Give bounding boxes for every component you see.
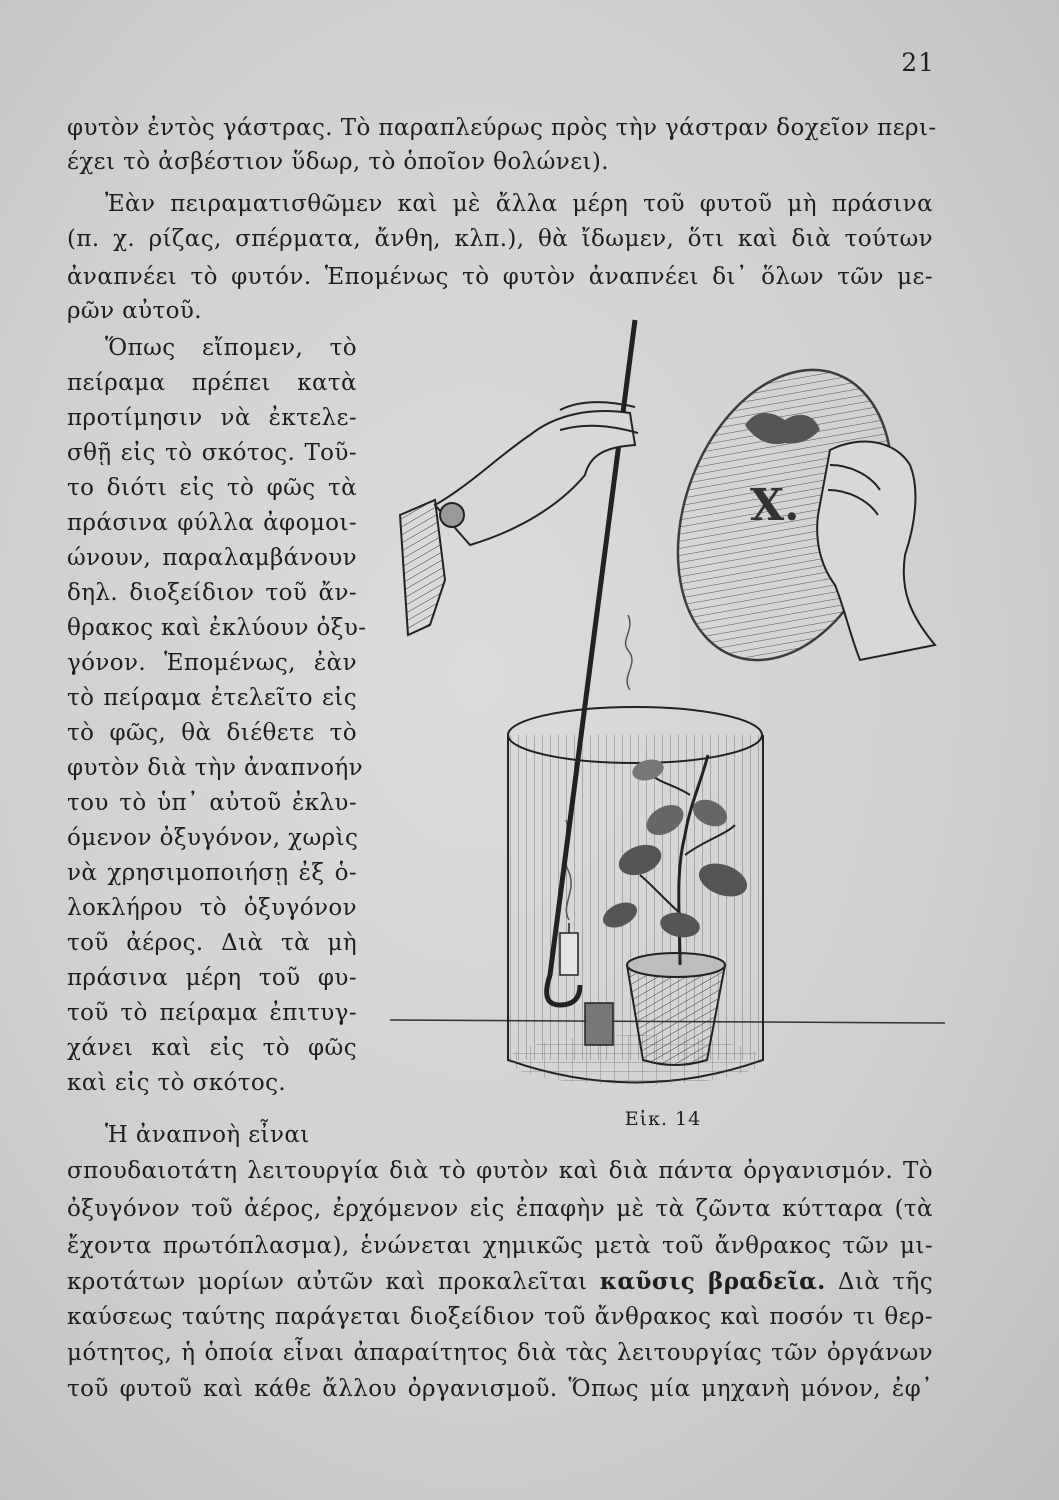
text-run: Διὰ τῆς (825, 1269, 933, 1295)
glass-jar (508, 707, 763, 1085)
column-text-line: γόνον. Ἑπομένως, ἐὰν (67, 650, 357, 676)
plant-respiration-drawing (390, 315, 945, 1105)
column-text-line: λοκλήρου τὸ ὀξυγόνον (67, 895, 357, 921)
figure-illustration (390, 315, 945, 1105)
column-text-line: το διότι εἰς τὸ φῶς τὰ (67, 475, 357, 501)
column-text-line: τὸ πείραμα ἐτελεῖτο εἰς (67, 685, 357, 711)
column-text-line: όμενον ὀξυγόνον, χωρὶς (67, 825, 359, 851)
text-line: ἀναπνέει τὸ φυτόν. Ἑπομένως τὸ φυτὸν ἀναπνέει δι᾿ ὅλων τῶν με- (67, 264, 933, 290)
column-text-line: φυτὸν διὰ τὴν ἀναπνοήν (67, 755, 364, 781)
text-line-with-emphasis (67, 1267, 933, 1297)
text-line: έχει τὸ ἀσβέστιον ὕδωρ, τὸ ὁποῖον θολώνει). (67, 149, 610, 175)
column-text-line: Ὅπως εἴπομεν, τὸ (105, 335, 357, 361)
column-text-line: σθῇ εἰς τὸ σκότος. Τοῦ- (67, 440, 357, 466)
column-text-line: πράσινα μέρη τοῦ φυ- (67, 965, 357, 991)
text-line: καύσεως ταύτης παράγεται διοξείδιον τοῦ ἄνθρακος καὶ ποσόν τι θερ- (67, 1304, 933, 1330)
column-text-line: ώνουν, παραλαμβάνουν (67, 545, 357, 571)
column-text-line: του τὸ ὑπ᾿ αὐτοῦ ἐκλυ- (67, 790, 357, 816)
column-text-line: Ἡ ἀναπνοὴ εἶναι (105, 1122, 310, 1148)
bold-term: καῦσις βραδεῖα. (599, 1268, 826, 1295)
column-text-line: πείραμα πρέπει κατὰ (67, 370, 357, 396)
column-text-line: τοῦ τὸ πείραμα ἐπιτυγ- (67, 1000, 357, 1026)
column-text-line: πράσινα φύλλα ἀφομοι- (67, 510, 357, 536)
text-line: (π. χ. ρίζας, σπέρματα, ἄνθη, κλπ.), θὰ ἴδωμεν, ὅτι καὶ διὰ τούτων (67, 226, 933, 252)
figure-caption: Εἰκ. 14 (624, 1108, 702, 1130)
column-text-line: χάνει καὶ εἰς τὸ φῶς (67, 1035, 357, 1061)
text-line: σπουδαιοτάτη λειτουργία διὰ τὸ φυτὸν καὶ διὰ πάντα ὀργανισμόν. Τὸ (67, 1158, 933, 1184)
right-hand (817, 442, 935, 660)
lid-monogram: X. (750, 480, 800, 531)
column-text-line: θρακος καὶ ἐκλύουν ὀξυ- (67, 615, 367, 641)
small-beaker (585, 1003, 613, 1045)
column-text-line: προτίμησιν νὰ ἐκτελε- (67, 405, 357, 431)
column-text-line: καὶ εἰς τὸ σκότος. (67, 1070, 287, 1096)
column-text-line: νὰ χρησιμοποιήσῃ ἐξ ὁ- (67, 860, 357, 886)
text-line: ὀξυγόνον τοῦ ἀέρος, ἐρχόμενον εἰς ἐπαφὴν μὲ τὰ ζῶντα κύτταρα (τὰ (67, 1196, 933, 1222)
column-text-line: τοῦ ἀέρος. Διὰ τὰ μὴ (67, 930, 357, 956)
text-line: φυτὸν ἐντὸς γάστρας. Τὸ παραπλεύρως πρὸς τὴν γάστραν δοχεῖον περι- (67, 115, 937, 141)
text-line: τοῦ φυτοῦ καὶ κάθε ἄλλου ὀργανισμοῦ. Ὅπως μία μηχανὴ μόνον, ἐφ᾿ (67, 1376, 933, 1402)
text-line: Ἐὰν πειραματισθῶμεν καὶ μὲ ἄλλα μέρη τοῦ φυτοῦ μὴ πράσινα (105, 191, 933, 217)
text-line: ἔχοντα πρωτόπλασμα), ἑνώνεται χημικῶς μετὰ τοῦ ἄνθρακος τῶν μι- (67, 1233, 933, 1259)
left-hand (400, 402, 638, 635)
column-text-line: τὸ φῶς, θὰ διέθετε τὸ (67, 720, 357, 746)
column-text-line: δηλ. διοξείδιον τοῦ ἄν- (67, 580, 357, 606)
smoke (626, 615, 632, 690)
text-run: κροτάτων μορίων αὐτῶν καὶ προκαλεῖται (67, 1269, 600, 1295)
text-line: μότητος, ἡ ὁποία εἶναι ἀπαραίτητος διὰ τὰς λειτουργίας τῶν ὀργάνων (67, 1340, 933, 1366)
page-number: 21 (901, 48, 935, 77)
text-line: ρῶν αὐτοῦ. (67, 298, 202, 324)
